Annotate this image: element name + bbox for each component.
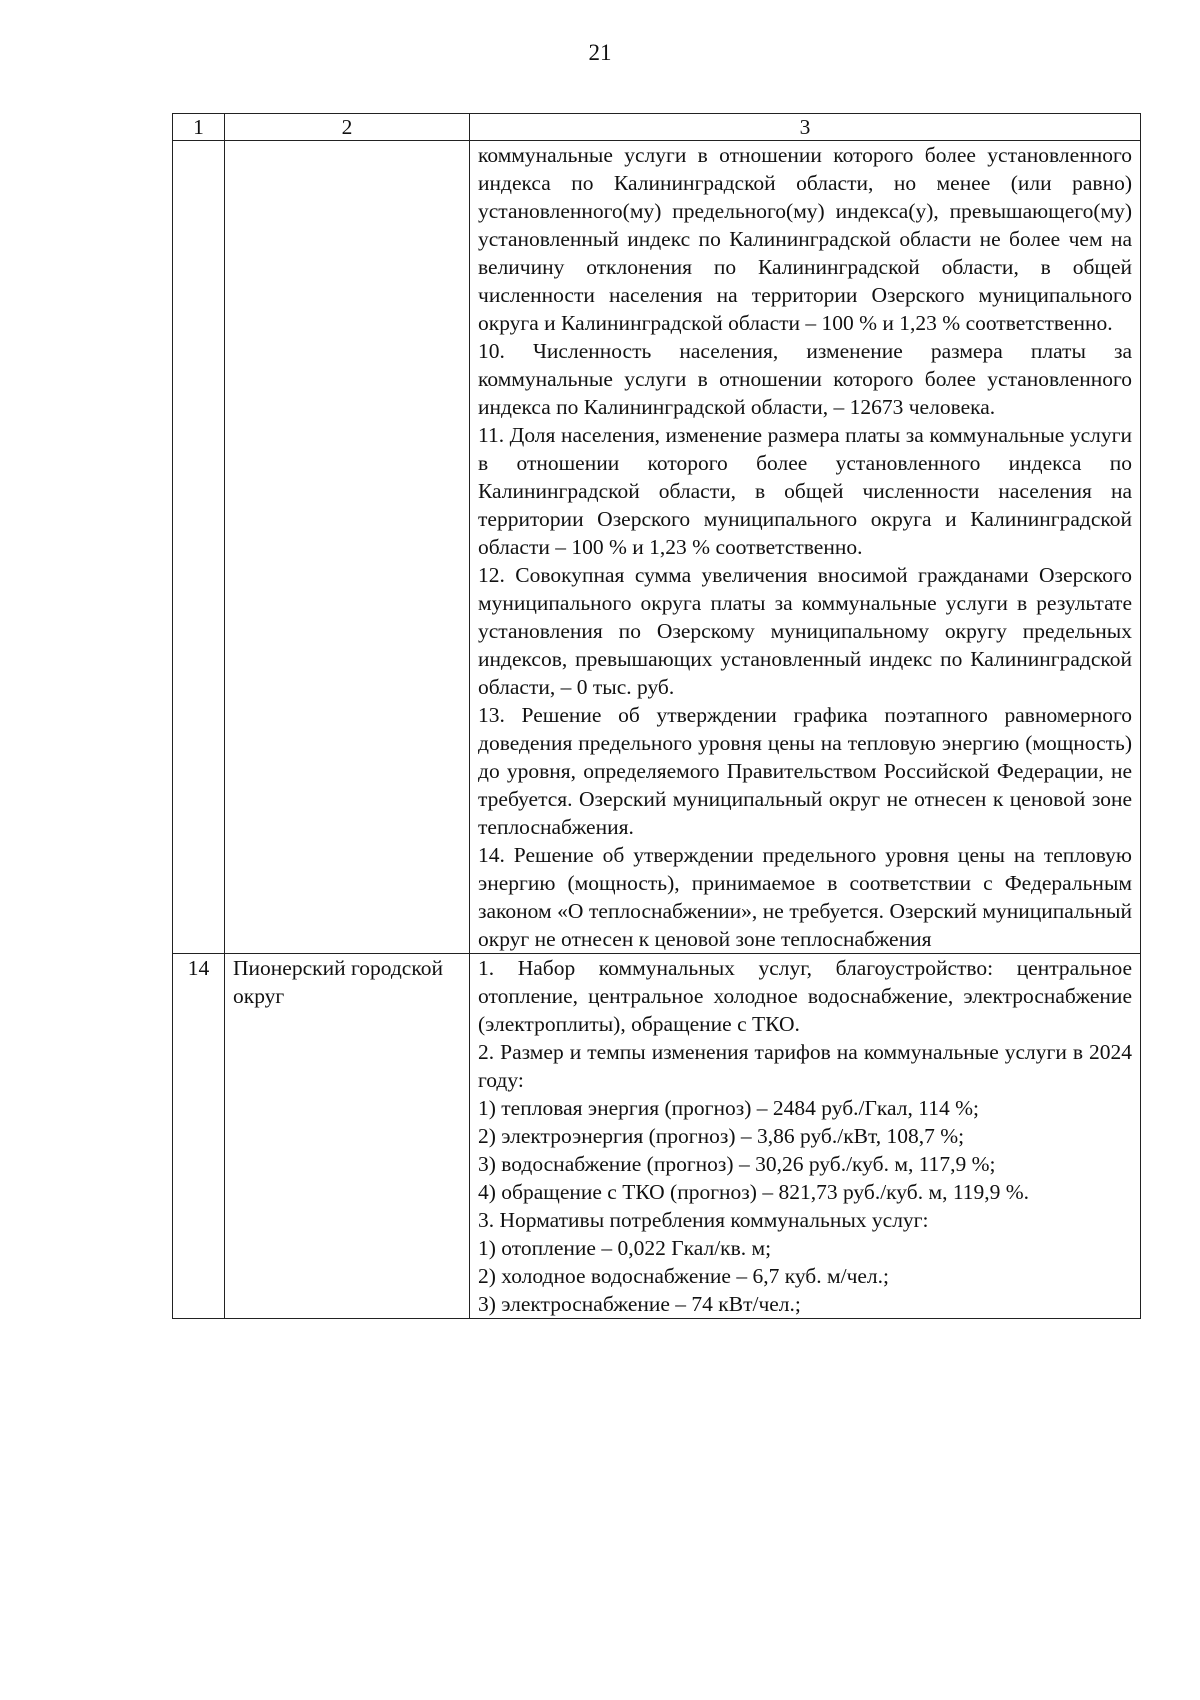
paragraph-tariffs-title: 2. Размер и темпы изменения тарифов на коммунальные услуги в 2024 году: [478, 1040, 1132, 1092]
document-table [172, 113, 1141, 1319]
tariff-water: 3) водоснабжение (прогноз) – 30,26 руб./куб. м, 117,9 %; [478, 1152, 996, 1176]
tariff-heat: 1) тепловая энергия (прогноз) – 2484 руб./Гкал, 114 %; [478, 1096, 979, 1120]
paragraph-11: 11. Доля населения, изменение размера платы за коммунальные услуги в отношении которого более установленного индекса по Калининградской области, в общей численности населения на территории Озерского муниципального округа и Калининградской области – 100 % и 1,23 % соответственно. [478, 423, 1132, 559]
table-row-14 [173, 954, 1141, 1319]
paragraph-continued: коммунальные услуги в отношении которого более установленного индекса по Калининградской области, но менее (или равно) установленного(му) предельного(му) индекса(у), превышающего(му) установленный индекс по Калининградской области не более чем на величину отклонения по Калининградской области, в общей численности населения на территории Озерского муниципального округа и Калининградской области – 100 % и 1,23 % соответственно. [478, 143, 1132, 335]
norms-title: 3. Нормативы потребления коммунальных услуг: [478, 1208, 929, 1232]
paragraph-12: 12. Совокупная сумма увеличения вносимой гражданами Озерского муниципального округа платы за коммунальные услуги в результате установления по Озерскому муниципальному округу предельных индексов, превышающих установленный индекс по Калининградской области, – 0 тыс. руб. [478, 563, 1132, 699]
paragraph-services-set: 1. Набор коммунальных услуг, благоустройство: центральное отопление, центральное холодное водоснабжение, электроснабжение (электроплиты), обращение с ТКО. [478, 956, 1132, 1036]
paragraph-14: 14. Решение об утверждении предельного уровня цены на тепловую энергию (мощность), принимаемое в соответствии с Федеральным законом «О теплоснабжении», не требуется. Озерский муниципальный округ не отнесен к ценовой зоне теплоснабжения [478, 843, 1132, 951]
table-row-continued [173, 141, 1141, 954]
tariff-waste: 4) обращение с ТКО (прогноз) – 821,73 руб./куб. м, 119,9 %. [478, 1180, 1030, 1204]
column-header-1: 1 [173, 114, 225, 141]
page-number: 21 [588, 40, 612, 65]
paragraph-13: 13. Решение об утверждении графика поэтапного равномерного доведения предельного уровня цены на тепловую энергию (мощность) до уровня, определяемого Правительством Российской Федерации, не требуется. Озерский муниципальный округ не отнесен к ценовой зоне теплоснабжения. [478, 703, 1132, 839]
norm-electricity: 3) электроснабжение – 74 кВт/чел.; [478, 1292, 801, 1316]
column-header-3: 3 [470, 114, 1141, 141]
paragraph-10: 10. Численность населения, изменение размера платы за коммунальные услуги в отношении которого более установленного индекса по Калининградской области, – 12673 человека. [478, 339, 1132, 419]
cell-number-empty [173, 141, 225, 954]
column-header-2: 2 [225, 114, 470, 141]
row-number: 14 [173, 954, 225, 1319]
cell-description-continued [470, 141, 1141, 954]
tariff-electricity: 2) электроэнергия (прогноз) – 3,86 руб./кВт, 108,7 %; [478, 1124, 965, 1148]
municipality-name: Пионерский городской округ [225, 954, 470, 1319]
table-header-row [173, 114, 1141, 141]
norm-cold-water: 2) холодное водоснабжение – 6,7 куб. м/чел.; [478, 1264, 889, 1288]
norm-heating: 1) отопление – 0,022 Гкал/кв. м; [478, 1236, 772, 1260]
cell-name-empty [225, 141, 470, 954]
cell-description-14 [470, 954, 1141, 1319]
